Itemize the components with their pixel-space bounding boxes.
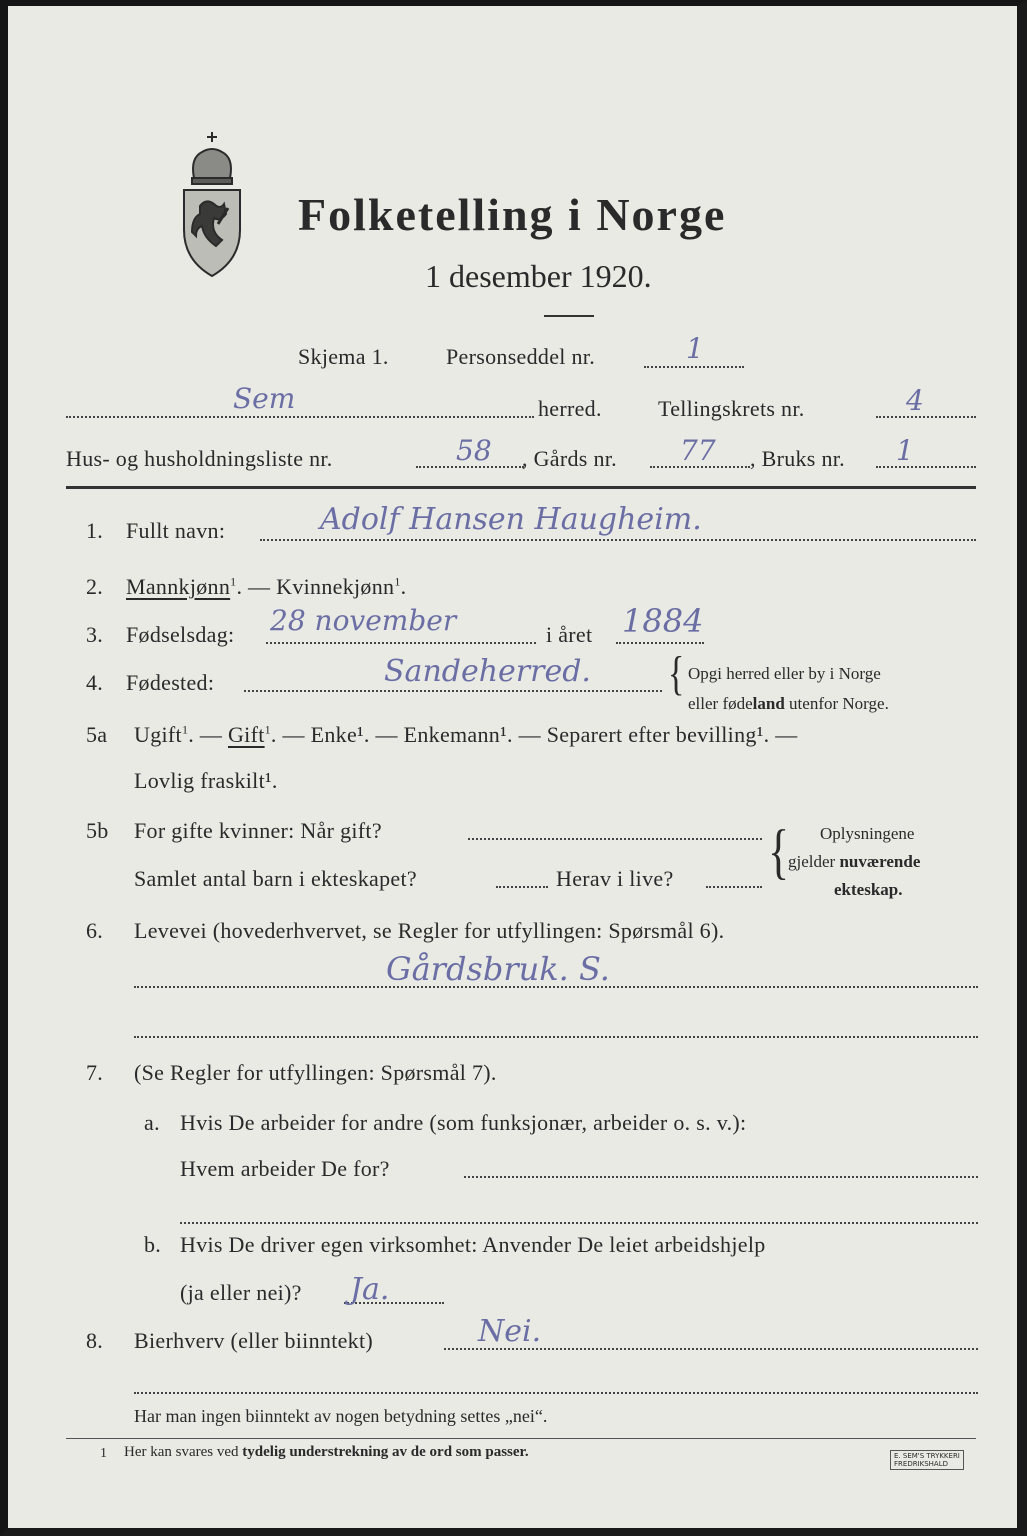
footer-rule	[66, 1438, 976, 1439]
q2-option-mannkjonn[interactable]: Mannkjønn	[126, 574, 231, 599]
q5a-option-lovlig-fraskilt[interactable]: Lovlig fraskilt¹.	[134, 768, 278, 793]
tellingskrets-field-line	[876, 416, 976, 418]
tellingskrets-label: Tellingskrets nr.	[658, 396, 805, 421]
bruks-field-line	[876, 466, 976, 468]
q2-options: Mannkjønn$^1$. — Kvinnekjønn$^1$.	[126, 574, 407, 599]
bruks-label: , Bruks nr.	[750, 446, 845, 471]
census-date: 1 desember 1920.	[425, 258, 652, 294]
q5b-label-alive: Herav i live?	[556, 866, 674, 891]
q4-note-line2: eller fødeland utenfor Norge.	[688, 694, 889, 713]
q6-occupation-value[interactable]: Gårdsbruk. S.	[386, 950, 610, 988]
q1-number: 1.	[86, 518, 104, 543]
q8-field-line-2	[134, 1392, 978, 1394]
q6-number: 6.	[86, 918, 104, 943]
q5a-options: Ugift$^1$. — Gift$^1$. — Enke¹. — Enkemann¹. — Separert efter bevilling¹. —	[134, 722, 798, 747]
q7a-field-line-2	[180, 1222, 978, 1224]
herred-value[interactable]: Sem	[233, 382, 296, 415]
q4-brace: {	[668, 648, 685, 701]
q2-option-kvinnekjonn[interactable]: . — Kvinnekjønn	[236, 574, 395, 599]
q7-number: 7.	[86, 1060, 104, 1085]
q6-field-line-2	[134, 1036, 978, 1038]
q8-label: Bierhverv (eller biinntekt)	[134, 1328, 374, 1353]
q3-label: Fødselsdag:	[126, 622, 235, 647]
q7b-question-2: (ja eller nei)?	[180, 1280, 302, 1305]
q5b-children-field-line	[496, 886, 548, 888]
footer-note: Har man ingen biinntekt av nogen betydning settes „nei“.	[134, 1406, 548, 1426]
q3-birthday-value[interactable]: 28 november	[270, 604, 457, 637]
q3-year-field-line	[616, 642, 704, 644]
personseddel-value[interactable]: 1	[686, 332, 704, 365]
q5a-options-rest[interactable]: . — Enke¹. — Enkemann¹. — Separert efter bevilling¹. —	[270, 722, 798, 747]
q1-label: Fullt navn:	[126, 518, 226, 543]
q4-label: Fødested:	[126, 670, 215, 695]
title-divider	[544, 315, 594, 317]
q5b-label-children: Samlet antal barn i ekteskapet?	[134, 866, 417, 891]
q2-number: 2.	[86, 574, 104, 599]
q6-field-line-1	[134, 986, 978, 988]
q7a-field-line-1	[464, 1176, 978, 1178]
norway-coat-of-arms-icon	[174, 128, 250, 288]
q3-number: 3.	[86, 622, 104, 647]
personseddel-label: Personseddel nr.	[446, 344, 596, 369]
q4-note-line1: Opgi herred eller by i Norge	[688, 664, 881, 683]
q5a-number: 5a	[86, 722, 108, 747]
q4-birthplace-value[interactable]: Sandeherred.	[384, 654, 591, 689]
q7a-question-2: Hvem arbeider De for?	[180, 1156, 390, 1181]
q5b-number: 5b	[86, 818, 109, 843]
q7a-question: Hvis De arbeider for andre (som funksjonær, arbeider o. s. v.):	[180, 1110, 747, 1135]
q3-year-value[interactable]: 1884	[622, 602, 704, 640]
printer-stamp: E. SEM'S TRYKKERI FREDRIKSHALD	[890, 1450, 964, 1470]
q1-full-name-value[interactable]: Adolf Hansen Haugheim.	[320, 502, 702, 537]
q7b-letter: b.	[144, 1232, 162, 1257]
q5b-note-line3: ekteskap.	[834, 880, 903, 899]
q1-field-line	[260, 539, 976, 541]
q5b-note-line1: Oplysningene	[820, 824, 915, 843]
q4-field-line	[244, 690, 662, 692]
q8-number: 8.	[86, 1328, 104, 1353]
q7-label: (Se Regler for utfyllingen: Spørsmål 7).	[134, 1060, 497, 1085]
herred-label: herred.	[538, 396, 602, 421]
q5a-option-ugift[interactable]: Ugift	[134, 722, 182, 747]
personseddel-field-line	[644, 366, 744, 368]
q3-year-label: i året	[546, 622, 593, 647]
q7a-letter: a.	[144, 1110, 160, 1135]
q5a-option-gift[interactable]: Gift	[227, 722, 265, 747]
q7b-value[interactable]: Ja.	[350, 1272, 390, 1307]
header-rule	[66, 486, 976, 489]
q5b-note-line2: gjelder nuværende	[788, 852, 921, 871]
q6-label: Levevei (hovederhvervet, se Regler for utfyllingen: Spørsmål 6).	[134, 918, 725, 943]
gards-value[interactable]: 77	[680, 434, 716, 467]
q5b-label-married-when: For gifte kvinner: Når gift?	[134, 818, 382, 843]
q5b-married-field-line	[468, 838, 762, 840]
bruks-value[interactable]: 1	[896, 434, 914, 467]
footnote-text: Her kan svares ved tydelig understrekning av de ord som passer.	[124, 1444, 529, 1460]
footnote-marker: 1	[100, 1446, 107, 1461]
q3-date-field-line	[266, 642, 536, 644]
q5b-brace: {	[768, 817, 790, 886]
herred-field-line	[66, 416, 534, 418]
gards-label: , Gårds nr.	[522, 446, 617, 471]
skjema-label: Skjema 1.	[298, 344, 389, 369]
husliste-value[interactable]: 58	[456, 434, 492, 467]
husliste-label: Hus- og husholdningsliste nr.	[66, 446, 333, 471]
q7b-question: Hvis De driver egen virksomhet: Anvender De leiet arbeidshjelp	[180, 1232, 766, 1257]
q8-value[interactable]: Nei.	[478, 1314, 542, 1349]
q4-number: 4.	[86, 670, 104, 695]
tellingskrets-value[interactable]: 4	[906, 384, 924, 417]
page-title: Folketelling i Norge	[298, 189, 727, 240]
q5b-alive-field-line	[706, 886, 762, 888]
